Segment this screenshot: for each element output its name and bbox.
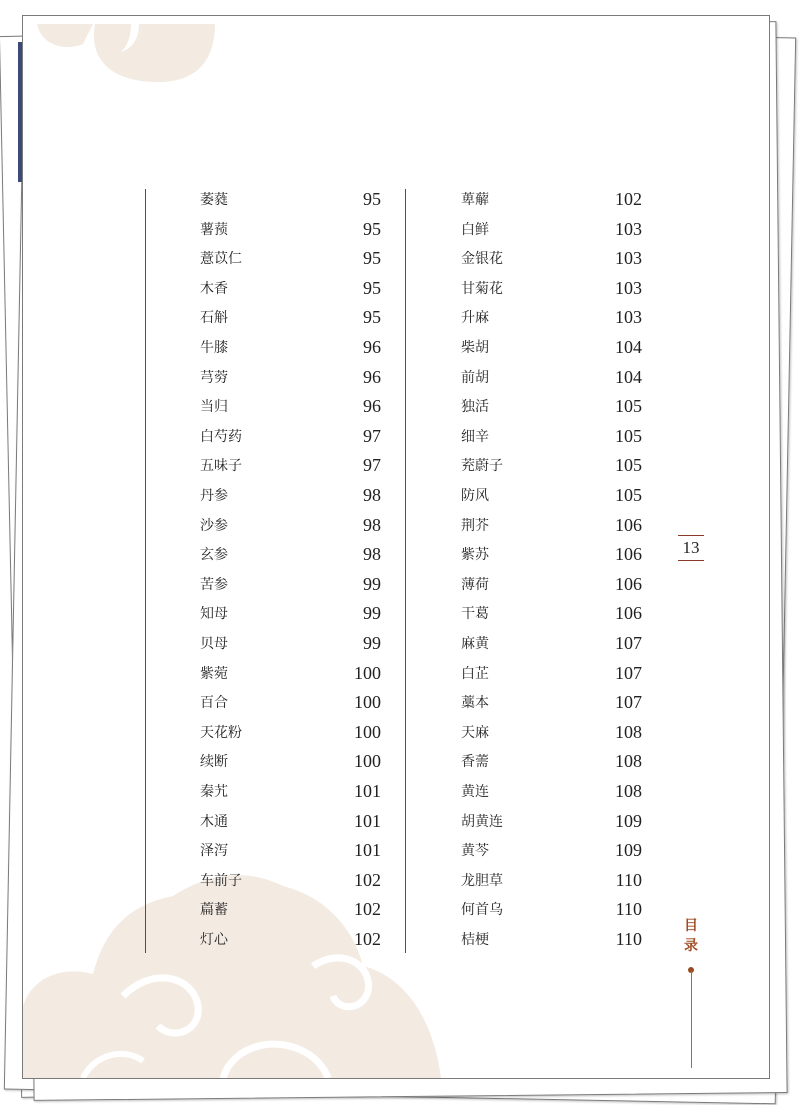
toc-entry-page: 107: [615, 633, 642, 653]
toc-entry-page: 104: [615, 337, 642, 357]
toc-entry-title: 甘菊花: [461, 280, 503, 297]
toc-entry-title: 香薷: [461, 754, 489, 771]
section-label-char: 目: [684, 918, 698, 934]
toc-entry: [200, 396, 381, 420]
toc-entry: [200, 811, 381, 835]
toc-entry-title: 荆芥: [461, 517, 489, 534]
toc-entry: [200, 929, 381, 953]
toc-entry-page: 102: [354, 899, 381, 920]
toc-entry: [461, 663, 642, 687]
toc-entry-title: 车前子: [200, 872, 242, 889]
toc-entry-title: 藁本: [461, 695, 489, 712]
toc-entry-page: 101: [354, 781, 381, 801]
toc-entry-page: 105: [615, 396, 642, 417]
toc-entry-page: 108: [615, 751, 642, 772]
toc-entry: [461, 811, 642, 835]
toc-entry: [461, 485, 642, 509]
cloud-decoration-top: [23, 16, 243, 96]
toc-entry-title: 紫菀: [200, 665, 228, 682]
toc-entry: [461, 455, 642, 479]
toc-entry-page: 95: [363, 307, 381, 328]
toc-entry: [461, 899, 642, 923]
toc-entry-page: 99: [363, 573, 381, 594]
page-number: 13: [678, 535, 704, 561]
toc-entry-page: 106: [615, 514, 642, 535]
toc-entry: [461, 603, 642, 627]
section-label-char: 录: [684, 938, 698, 954]
toc-entry-page: 98: [363, 544, 381, 565]
toc-entry-page: 107: [615, 692, 642, 713]
toc-entry-title: 秦艽: [200, 784, 228, 800]
toc-entry: [200, 840, 381, 864]
toc-entry: [461, 248, 642, 272]
toc-page: [22, 15, 770, 1079]
toc-entry-page: 106: [615, 544, 642, 565]
toc-entry: [200, 515, 381, 539]
toc-entry-title: 黄芩: [461, 843, 489, 860]
toc-entry-page: 95: [363, 189, 381, 209]
toc-entry-title: 木香: [200, 280, 228, 297]
toc-entry-title: 干葛: [461, 606, 489, 623]
toc-entry: [461, 367, 642, 391]
toc-entry: [461, 840, 642, 864]
section-marker-line: [691, 971, 693, 1068]
toc-entry-title: 金银花: [461, 251, 503, 268]
toc-entry-page: 102: [354, 869, 381, 890]
toc-entry-page: 108: [615, 721, 642, 742]
toc-entry: [200, 455, 381, 479]
toc-entry-page: 95: [363, 218, 381, 239]
toc-entry-title: 萎蕤: [200, 192, 228, 208]
toc-entry: [200, 337, 381, 361]
toc-entry: [461, 337, 642, 361]
toc-entry-page: 100: [354, 692, 381, 713]
toc-entry: [461, 189, 642, 213]
toc-entry: [200, 248, 381, 272]
toc-entry-page: 109: [615, 810, 642, 831]
toc-entry-page: 100: [354, 662, 381, 683]
toc-entry: [200, 603, 381, 627]
toc-entry: [461, 870, 642, 894]
toc-entry: [200, 663, 381, 687]
toc-entry-title: 白芍药: [200, 428, 242, 445]
toc-entry-page: 110: [615, 929, 642, 949]
toc-entry: [200, 574, 381, 598]
toc-entry: [461, 515, 642, 539]
toc-entry: [200, 899, 381, 923]
toc-entry-page: 97: [363, 455, 381, 476]
toc-entry: [200, 367, 381, 391]
toc-entry-page: 101: [354, 840, 381, 861]
toc-entry-title: 白芷: [461, 665, 489, 682]
toc-entry-page: 108: [615, 781, 642, 801]
toc-entry: [200, 544, 381, 568]
toc-entry: [200, 426, 381, 450]
toc-entry-page: 98: [363, 514, 381, 535]
right-column-divider: [405, 189, 406, 953]
toc-entry: [200, 692, 381, 716]
toc-entry: [461, 307, 642, 331]
toc-entry: [200, 751, 381, 775]
toc-entry: [461, 574, 642, 598]
toc-entry-page: 98: [363, 485, 381, 505]
toc-entry-title: 柴胡: [461, 340, 489, 356]
toc-entry-title: 泽泻: [200, 843, 228, 860]
toc-entry: [200, 189, 381, 213]
toc-entry-page: 105: [615, 485, 642, 505]
section-label: [682, 916, 700, 956]
toc-entry-page: 96: [363, 396, 381, 417]
toc-entry-page: 109: [615, 840, 642, 861]
toc-entry-page: 102: [354, 929, 381, 949]
toc-entry-page: 101: [354, 810, 381, 831]
toc-entry-title: 牛膝: [200, 340, 228, 356]
toc-entry-title: 紫苏: [461, 547, 489, 564]
toc-entry-page: 100: [354, 751, 381, 772]
toc-entry-title: 白鲜: [461, 221, 489, 238]
toc-entry: [200, 307, 381, 331]
toc-entry-title: 萆薢: [461, 192, 489, 208]
toc-entry-page: 97: [363, 425, 381, 446]
toc-entry: [461, 544, 642, 568]
toc-entry-title: 芎䓖: [200, 369, 228, 386]
toc-entry-page: 105: [615, 425, 642, 446]
toc-entry-title: 黄连: [461, 784, 489, 800]
toc-entry-page: 95: [363, 248, 381, 269]
toc-entry-title: 当归: [200, 399, 228, 416]
toc-entry-title: 知母: [200, 606, 228, 623]
toc-entry-title: 丹参: [200, 488, 228, 504]
toc-entry-page: 110: [615, 869, 642, 890]
toc-entry: [200, 633, 381, 657]
toc-entry-title: 桔梗: [461, 932, 489, 948]
toc-entry-page: 103: [615, 248, 642, 269]
toc-entry-title: 独活: [461, 399, 489, 416]
toc-entry: [461, 751, 642, 775]
toc-entry: [461, 426, 642, 450]
toc-entry-title: 薏苡仁: [200, 251, 242, 268]
toc-entry: [200, 781, 381, 805]
toc-entry-page: 103: [615, 307, 642, 328]
toc-entry: [461, 722, 642, 746]
toc-entry-title: 防风: [461, 488, 489, 504]
left-column-divider: [145, 189, 146, 953]
toc-entry: [200, 278, 381, 302]
toc-entry-page: 103: [615, 277, 642, 298]
toc-entry-page: 106: [615, 573, 642, 594]
toc-entry-title: 天花粉: [200, 724, 242, 741]
toc-entry: [461, 278, 642, 302]
toc-entry-title: 升麻: [461, 310, 489, 327]
toc-entry: [200, 870, 381, 894]
toc-entry-title: 续断: [200, 754, 228, 771]
toc-entry-page: 107: [615, 662, 642, 683]
toc-entry-page: 95: [363, 277, 381, 298]
toc-entry: [461, 781, 642, 805]
toc-entry-page: 102: [615, 189, 642, 209]
toc-entry-title: 前胡: [461, 369, 489, 386]
toc-entry-title: 细辛: [461, 428, 489, 445]
toc-entry: [200, 485, 381, 509]
toc-entry-title: 胡黄连: [461, 813, 503, 830]
toc-entry: [200, 722, 381, 746]
toc-entry-title: 石斛: [200, 310, 228, 327]
toc-entry-page: 103: [615, 218, 642, 239]
toc-entry-title: 木通: [200, 813, 228, 830]
toc-entry-page: 99: [363, 603, 381, 624]
toc-entry-page: 99: [363, 633, 381, 653]
toc-entry-title: 百合: [200, 695, 228, 712]
toc-entry-title: 天麻: [461, 724, 489, 741]
toc-entry-page: 104: [615, 366, 642, 387]
toc-entry-title: 灯心: [200, 932, 228, 948]
toc-entry-title: 何首乌: [461, 902, 503, 919]
toc-entry-title: 苦参: [200, 576, 228, 593]
toc-entry-title: 沙参: [200, 517, 228, 534]
toc-entry-title: 龙胆草: [461, 872, 503, 889]
toc-entry-page: 105: [615, 455, 642, 476]
toc-entry: [461, 692, 642, 716]
toc-entry: [461, 633, 642, 657]
toc-entry-page: 100: [354, 721, 381, 742]
toc-entry: [200, 219, 381, 243]
toc-entry-title: 五味子: [200, 458, 242, 475]
toc-entry-title: 薯蓣: [200, 221, 228, 238]
toc-entry-page: 96: [363, 366, 381, 387]
toc-entry-title: 萹蓄: [200, 902, 228, 919]
toc-entry-page: 106: [615, 603, 642, 624]
toc-entry-title: 贝母: [200, 636, 228, 652]
toc-entry: [461, 396, 642, 420]
toc-entry-title: 茺蔚子: [461, 458, 503, 475]
toc-entry-title: 麻黄: [461, 636, 489, 652]
toc-entry-title: 玄参: [200, 547, 228, 564]
toc-entry: [461, 219, 642, 243]
toc-entry-page: 110: [615, 899, 642, 920]
toc-entry-title: 薄荷: [461, 576, 489, 593]
toc-entry: [461, 929, 642, 953]
toc-entry-page: 96: [363, 337, 381, 357]
